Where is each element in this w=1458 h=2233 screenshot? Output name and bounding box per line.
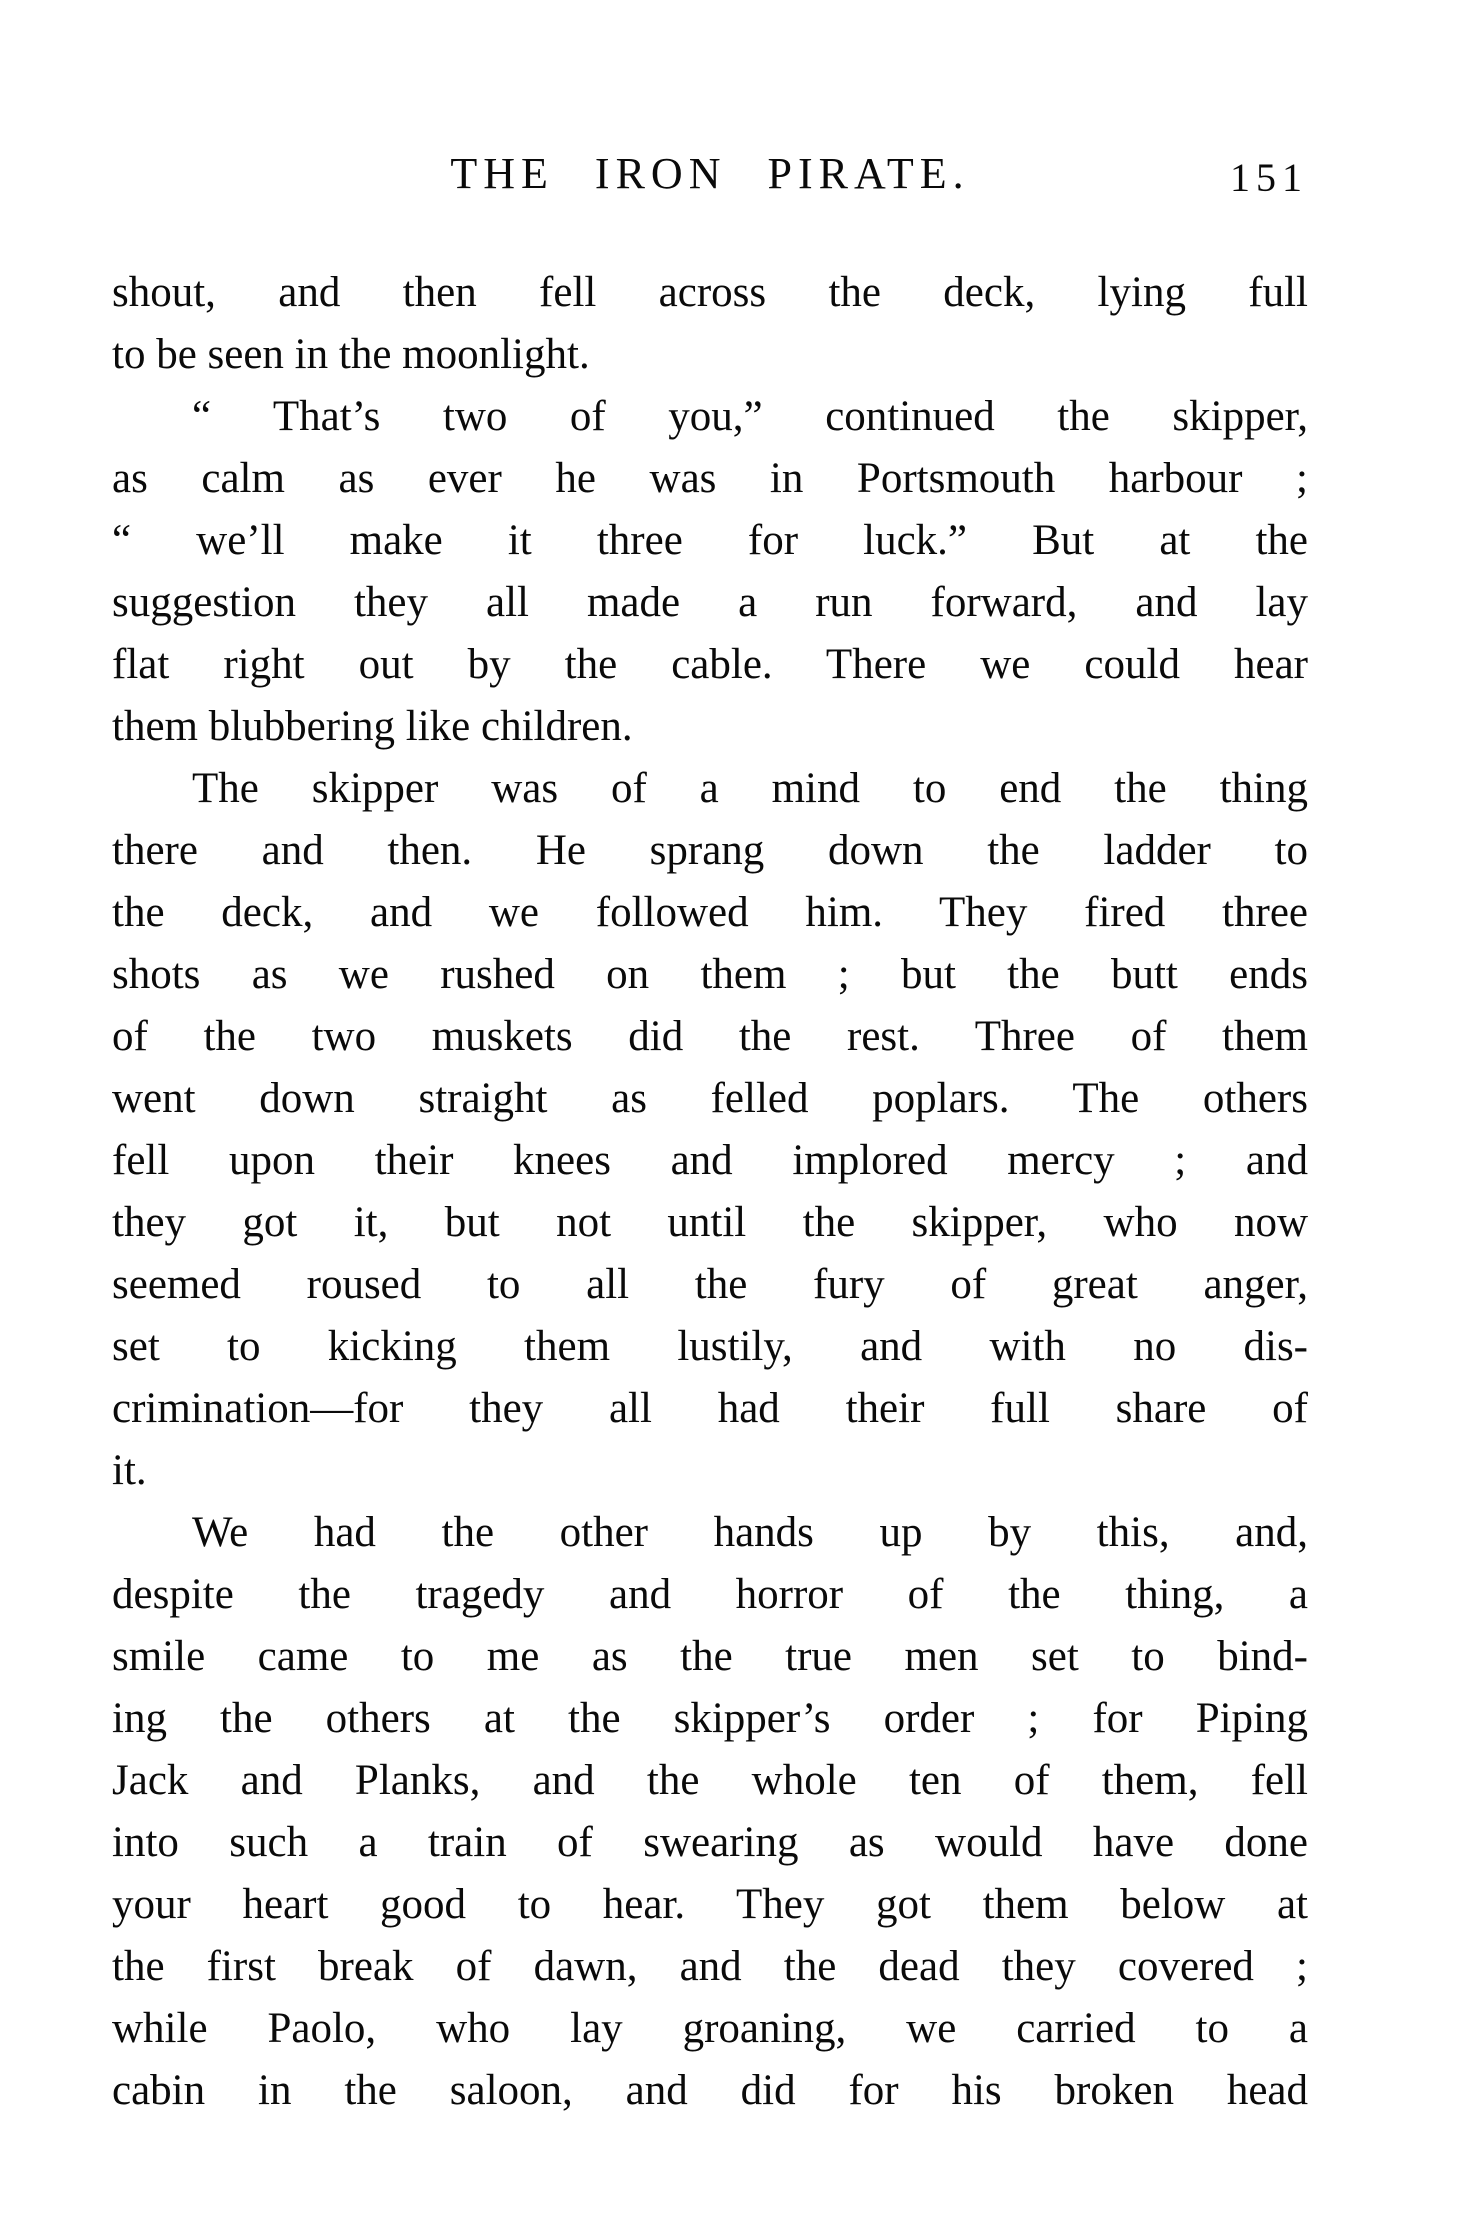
text-line: shout, and then fell across the deck, lying full bbox=[112, 269, 1308, 316]
text-line: We had the other hands up by this, and, bbox=[192, 1509, 1308, 1556]
text-line: them blubbering like children. bbox=[112, 703, 633, 750]
text-line: of the two muskets did the rest. Three of them bbox=[112, 1013, 1308, 1060]
text-line: Jack and Planks, and the whole ten of them, fell bbox=[112, 1757, 1308, 1804]
text-line: crimination—for they all had their full share of bbox=[112, 1385, 1308, 1432]
text-line: ing the others at the skipper’s order ; for Piping bbox=[112, 1695, 1308, 1742]
paragraph bbox=[112, 262, 1308, 386]
text-line: seemed roused to all the fury of great anger, bbox=[112, 1261, 1308, 1308]
text-line: The skipper was of a mind to end the thing bbox=[192, 765, 1308, 812]
text-line: shots as we rushed on them ; but the butt ends bbox=[112, 951, 1308, 998]
text-line: as calm as ever he was in Portsmouth harbour ; bbox=[112, 455, 1308, 502]
text-line: set to kicking them lustily, and with no dis- bbox=[112, 1323, 1308, 1370]
paragraph bbox=[112, 758, 1308, 1502]
paragraph bbox=[112, 386, 1308, 758]
page-header-title: THE IRON PIRATE. bbox=[450, 149, 970, 198]
text-line: there and then. He sprang down the ladder to bbox=[112, 827, 1308, 874]
page-number: 151 bbox=[1230, 155, 1308, 200]
text-line: “ we’ll make it three for luck.” But at the bbox=[112, 517, 1308, 564]
paragraph bbox=[112, 1502, 1308, 2122]
text-line: cabin in the saloon, and did for his broken head bbox=[112, 2067, 1308, 2114]
text-line: to be seen in the moonlight. bbox=[112, 331, 590, 378]
text-line: fell upon their knees and implored mercy ; and bbox=[112, 1137, 1308, 1184]
text-line: into such a train of swearing as would have done bbox=[112, 1819, 1308, 1866]
text-line: “ That’s two of you,” continued the skipper, bbox=[192, 393, 1308, 440]
text-line: despite the tragedy and horror of the thing, a bbox=[112, 1571, 1308, 1618]
text-line: the deck, and we followed him. They fired three bbox=[112, 889, 1308, 936]
text-line: they got it, but not until the skipper, who now bbox=[112, 1199, 1308, 1246]
text-line: it. bbox=[112, 1447, 147, 1494]
page-body bbox=[112, 262, 1308, 2122]
text-line: smile came to me as the true men set to bind- bbox=[112, 1633, 1308, 1680]
text-line: went down straight as felled poplars. The others bbox=[112, 1075, 1308, 1122]
text-line: suggestion they all made a run forward, and lay bbox=[112, 579, 1308, 626]
page-header bbox=[112, 148, 1308, 204]
text-line: your heart good to hear. They got them below at bbox=[112, 1881, 1308, 1928]
text-line: while Paolo, who lay groaning, we carried to a bbox=[112, 2005, 1308, 2052]
text-line: flat right out by the cable. There we could hear bbox=[112, 641, 1308, 688]
text-line: the first break of dawn, and the dead they covered ; bbox=[112, 1943, 1308, 1990]
